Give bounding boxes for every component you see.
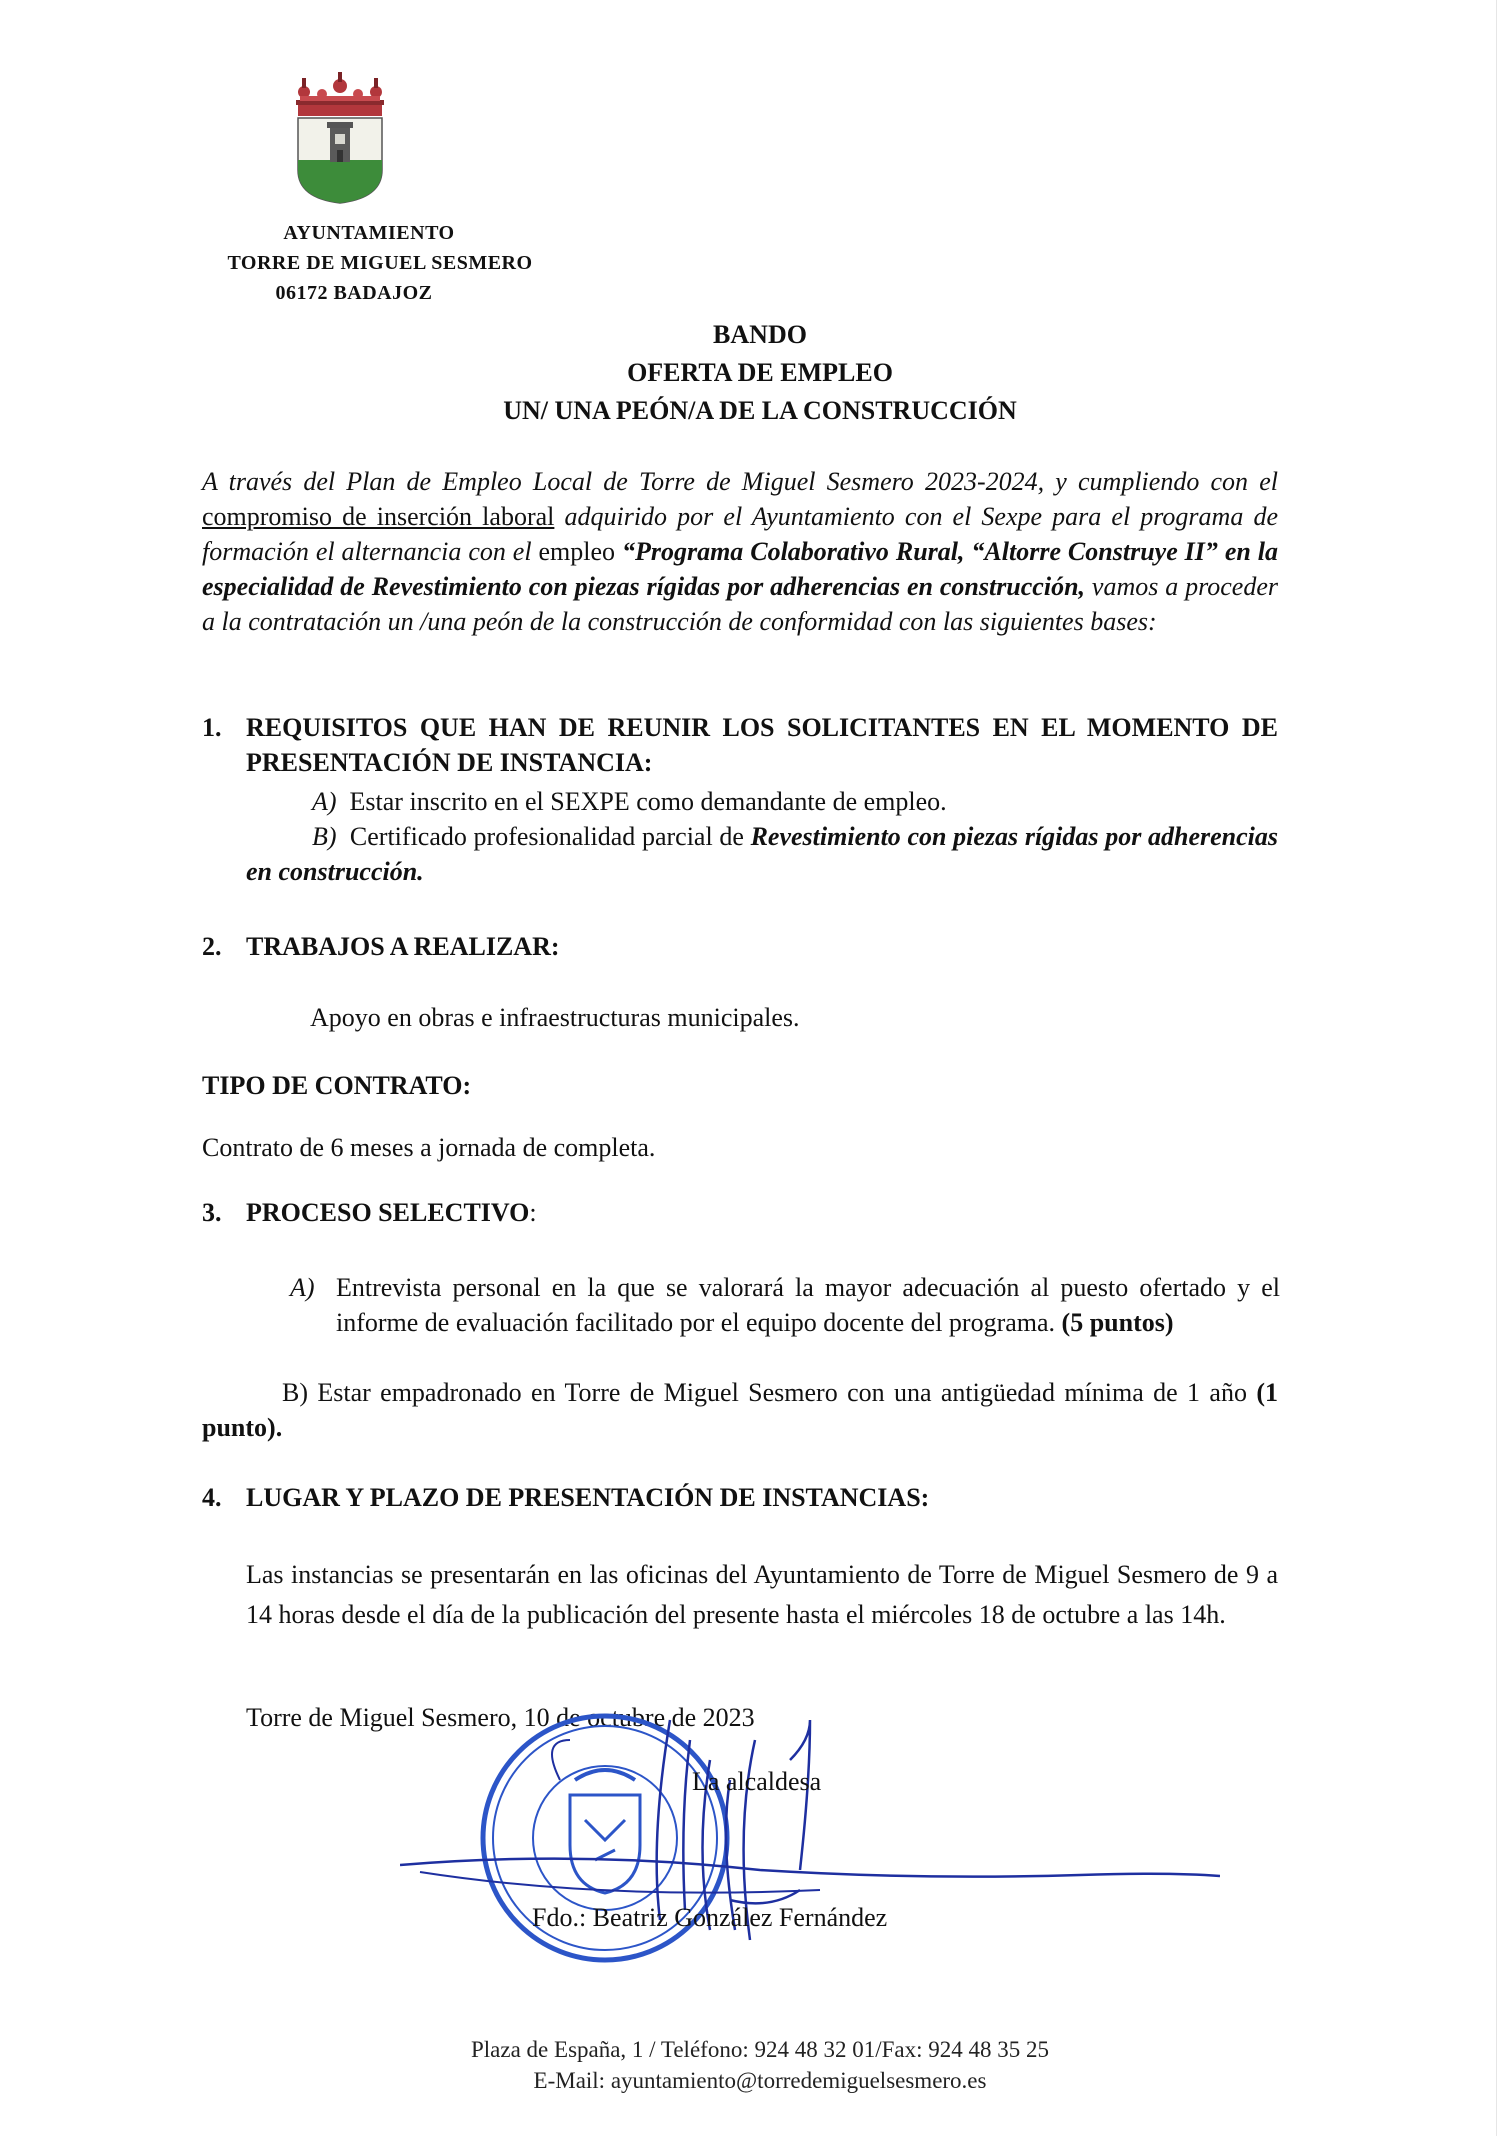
municipal-crest-icon <box>290 70 390 205</box>
contract-text: Contrato de 6 meses a jornada de completa. <box>202 1133 656 1162</box>
section-2-text: Apoyo en obras e infraestructuras municipales. <box>310 1003 800 1032</box>
section-4-text: Las instancias se presentarán en las oficinas del Ayuntamiento de Torre de Miguel Sesmero de 9 a 14 horas desde el día de la publicación del presente hasta el miércoles 18 de octubre a las 14h. <box>246 1560 1278 1629</box>
intro-underlined-text: compromiso de inserción laboral <box>202 502 555 531</box>
page-edge-line <box>1496 0 1497 2136</box>
intro-empleo-word: empleo <box>538 537 616 566</box>
org-name-line: AYUNTAMIENTO <box>283 222 455 244</box>
item-text: Entrevista personal en la que se valorará la mayor adecuación al puesto ofertado y el informe de evaluación facilitado por el equipo docente del programa. <box>336 1273 1280 1337</box>
requirement-b <box>246 819 1278 889</box>
section-heading-text: PROCESO SELECTIVO <box>246 1198 530 1227</box>
intro-text-1: A través del Plan de Empleo Local de Torre de Miguel Sesmero 2023-2024, y cumpliendo con el <box>202 467 1278 496</box>
footer-address: Plaza de España, 1 / Teléfono: 924 48 32 01/Fax: 924 48 35 25 <box>471 2037 1049 2062</box>
heading-colon: : <box>529 1198 537 1227</box>
section-heading-text: TRABAJOS A REALIZAR: <box>246 932 560 961</box>
item-label: A) <box>290 1273 315 1302</box>
document-title <box>200 316 1320 430</box>
title-line-3: UN/ UNA PEÓN/A DE LA CONSTRUCCIÓN <box>503 396 1017 425</box>
item-text: Estar inscrito en el SEXPE como demandante de empleo. <box>349 787 947 816</box>
contract-heading: TIPO DE CONTRATO: <box>202 1071 472 1100</box>
requirement-a <box>312 784 1212 819</box>
item-label: A) <box>312 787 337 816</box>
section-number: 1. <box>202 713 222 742</box>
section-number: 2. <box>202 932 222 961</box>
org-town-line: TORRE DE MIGUEL SESMERO <box>227 252 533 274</box>
section-2-heading <box>202 929 1278 969</box>
section-1-heading <box>202 710 1278 785</box>
org-postal-line: 06172 BADAJOZ <box>275 282 433 304</box>
title-line-2: OFERTA DE EMPLEO <box>627 358 893 387</box>
section-3-heading <box>202 1195 1278 1235</box>
selection-criterion-b <box>202 1375 1278 1445</box>
item-text: B) Estar empadronado en Torre de Miguel Sesmero con una antigüedad mínima de 1 año <box>282 1378 1257 1407</box>
intro-text-2: adquirido por el Ayuntamiento con el Sexpe para el programa de formación el alternancia con el <box>202 502 1278 566</box>
section-number: 4. <box>202 1483 222 1512</box>
footer-email: E-Mail: ayuntamiento@torredemiguelsesmero.es <box>533 2068 987 2093</box>
place-date: Torre de Miguel Sesmero, 10 de octubre de 2023 <box>246 1703 755 1732</box>
section-4-heading <box>202 1480 1278 1520</box>
intro-text-3: vamos a proceder a la contratación un /una peón de la construcción de conformidad con las siguientes bases: <box>202 572 1278 636</box>
signatory-role: La alcaldesa <box>692 1767 822 1796</box>
organization-header <box>160 218 600 308</box>
item-points: (5 puntos) <box>1061 1308 1174 1337</box>
signature-and-stamp <box>400 1700 1220 1990</box>
section-heading-text: LUGAR Y PLAZO DE PRESENTACIÓN DE INSTANCIAS: <box>246 1483 930 1512</box>
item-text: Certificado profesionalidad parcial de <box>349 822 751 851</box>
intro-paragraph <box>202 464 1278 639</box>
item-label: B) <box>312 822 337 851</box>
intro-program-name: “Programa Colaborativo Rural, “Altorre Construye II” en la especialidad de Revestimiento con piezas rígidas por adherencias en construcción, <box>202 537 1278 601</box>
selection-criterion-a <box>290 1270 1280 1340</box>
section-heading-text: REQUISITOS QUE HAN DE REUNIR LOS SOLICITANTES EN EL MOMENTO DE PRESENTACIÓN DE INSTANCIA: <box>246 713 1278 777</box>
signatory-name: Fdo.: Beatriz González Fernández <box>532 1903 888 1932</box>
title-line-1: BANDO <box>713 320 807 349</box>
item-points: (1 punto). <box>202 1378 1278 1442</box>
item-bold-text: Revestimiento con piezas rígidas por adherencias en construcción. <box>246 822 1279 886</box>
section-number: 3. <box>202 1198 222 1227</box>
page-footer <box>200 2034 1320 2096</box>
